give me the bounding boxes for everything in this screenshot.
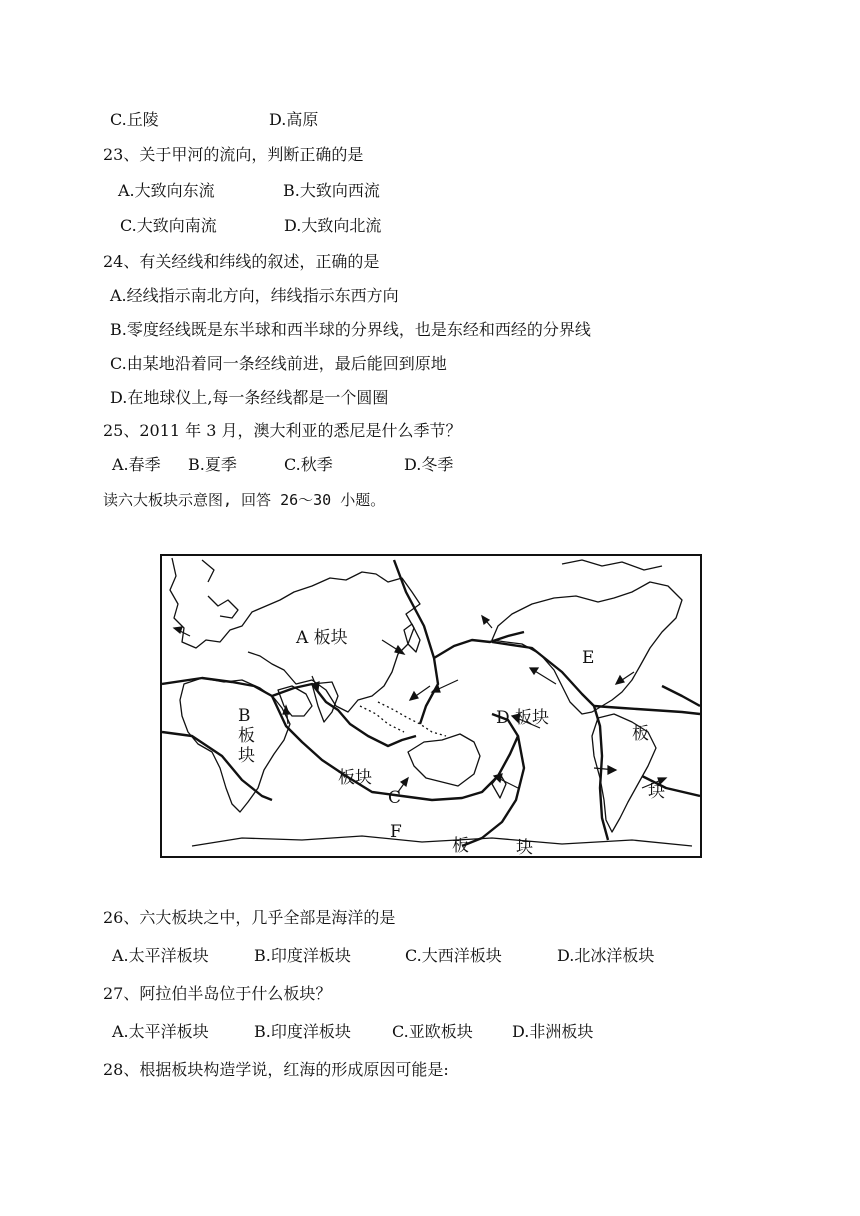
map-label-c-plate-text: 板块 [338,768,372,788]
q24-option-c: C.由某地沿着同一条经线前进，最后能回到原地 [110,354,447,373]
q25-option-b: B.夏季 [188,455,237,474]
map-label-e: E [582,648,595,668]
q22-option-c: C.丘陵 [110,110,159,129]
q26-stem: 26、六大板块之中，几乎全部是海洋的是 [103,908,396,927]
q23-option-b: B.大致向西流 [283,181,380,200]
map-label-f-kuai: 块 [516,838,533,858]
map-label-a-plate: A 板块 [296,628,348,648]
q23-stem: 23、关于甲河的流向，判断正确的是 [103,145,364,164]
q23-option-d: D.大致向北流 [284,216,382,235]
q25-option-c: C.秋季 [284,455,333,474]
q26-option-b: B.印度洋板块 [254,946,351,965]
q25-option-d: D.冬季 [404,455,454,474]
q27-option-d: D.非洲板块 [512,1022,594,1041]
map-label-b-ban: 板 [238,726,255,746]
q27-stem: 27、阿拉伯半岛位于什么板块？ [103,984,332,1003]
q23-option-c: C.大致向南流 [120,216,217,235]
q23-option-a: A.大致向东流 [118,181,215,200]
q24-stem: 24、有关经线和纬线的叙述，正确的是 [103,252,380,271]
map-label-b-kuai: 块 [238,746,255,766]
map-label-sa-ban: 板 [632,724,649,744]
q22-option-d: D.高原 [269,110,319,129]
map-intro: 读六大板块示意图, 回答 26～30 小题。 [103,491,386,509]
map-label-c: C [388,788,402,808]
map-label-sa-kuai: 块 [648,782,665,802]
q24-option-a: A.经线指示南北方向，纬线指示东西方向 [110,286,399,305]
q27-option-b: B.印度洋板块 [254,1022,351,1041]
q25-option-a: A.春季 [112,455,161,474]
map-label-f: F [390,822,402,842]
q28-stem: 28、根据板块构造学说，红海的形成原因可能是: [103,1060,449,1079]
q26-option-a: A.太平洋板块 [112,946,209,965]
map-label-f-ban: 板 [452,836,469,856]
q24-option-d: D.在地球仪上,每一条经线都是一个圆圈 [110,388,389,407]
map-label-b: B [238,706,251,726]
q27-option-c: C.亚欧板块 [392,1022,473,1041]
q25-stem: 25、2011 年 3 月，澳大利亚的悉尼是什么季节？ [103,421,462,440]
plate-map-figure [160,554,702,858]
q26-option-d: D.北冰洋板块 [557,946,655,965]
q27-option-a: A.太平洋板块 [112,1022,209,1041]
q26-option-c: C.大西洋板块 [405,946,502,965]
q24-option-b: B.零度经线既是东半球和西半球的分界线，也是东经和西经的分界线 [110,320,591,339]
map-label-d-plate: D 板块 [496,708,550,728]
